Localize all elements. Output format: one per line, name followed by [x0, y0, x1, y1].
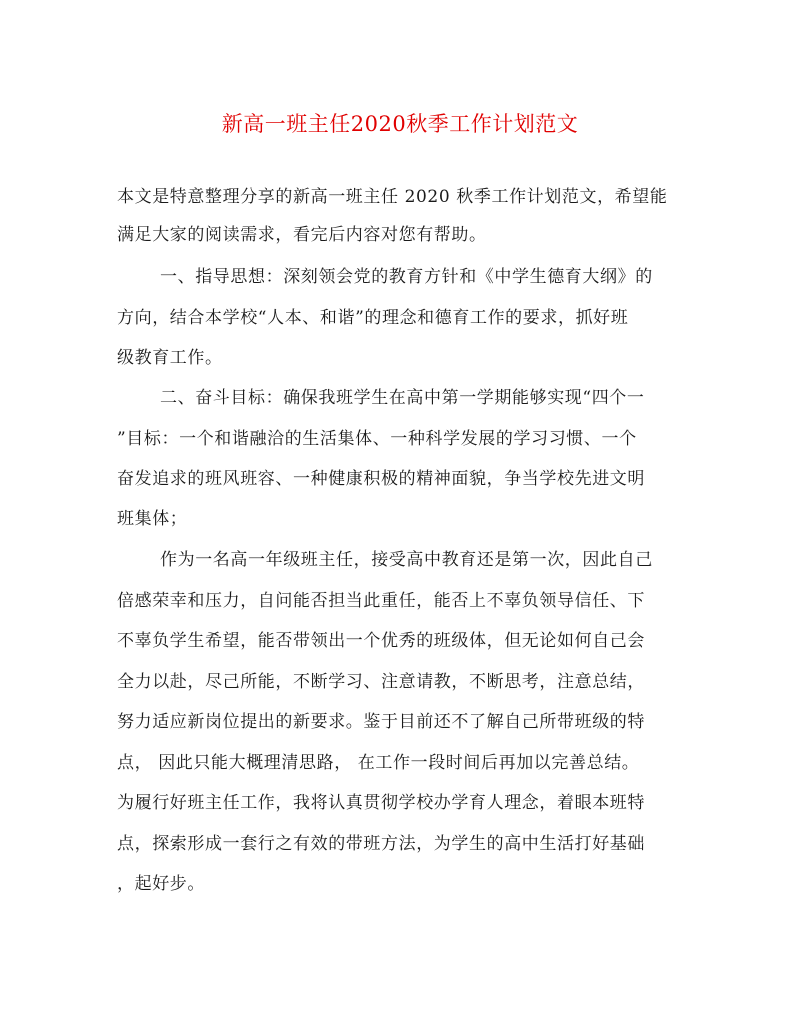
paragraph-line: 不辜负学生希望，能否带领出一个优秀的班级体，但无论如何自己会	[117, 631, 645, 651]
paragraph-line: 二、奋斗目标：确保我班学生在高中第一学期能够实现“四个一	[160, 388, 645, 408]
paragraph-line: 作为一名高一年级班主任，接受高中教育还是第一次，因此自己	[160, 550, 653, 570]
paragraph-line: 努力适应新岗位提出的新要求。鉴于目前还不了解自己所带班级的特	[117, 712, 645, 732]
paragraph-line: ，起好步。	[117, 874, 205, 894]
paragraph-line: 奋发追求的班风班容、一种健康积极的精神面貌，争当学校先进文明	[117, 469, 645, 489]
paragraph-line: 倍感荣幸和压力，自问能否担当此重任，能否上不辜负领导信任、下	[117, 591, 645, 611]
paragraph-line: 级教育工作。	[117, 348, 223, 368]
paragraph-line: 一、指导思想：深刻领会党的教育方针和《中学生德育大纲》的	[160, 267, 653, 287]
paragraph-line: 方向，结合本学校“人本、和谐”的理念和德育工作的要求，抓好班	[117, 308, 629, 328]
paragraph-line: 班集体；	[117, 509, 188, 529]
paragraph-line: 本文是特意整理分享的新高一班主任 2020 秋季工作计划范文，希望能	[117, 187, 668, 207]
paragraph-line: ”目标：一个和谐融洽的生活集体、一种科学发展的学习习惯、一个	[117, 429, 637, 449]
paragraph-line: 全力以赴，尽己所能，不断学习、注意请教，不断思考，注意总结，	[117, 672, 645, 692]
document-title: 新高一班主任2020秋季工作计划范文	[221, 112, 579, 136]
paragraph-line: 点，探索形成一套行之有效的带班方法，为学生的高中生活打好基础	[117, 834, 645, 854]
paragraph-line: 为履行好班主任工作，我将认真贯彻学校办学育人理念，着眼本班特	[117, 793, 645, 813]
paragraph-line: 点， 因此只能大概理清思路， 在工作一段时间后再加以完善总结。	[117, 753, 640, 773]
paragraph-line: 满足大家的阅读需求，看完后内容对您有帮助。	[117, 225, 487, 245]
